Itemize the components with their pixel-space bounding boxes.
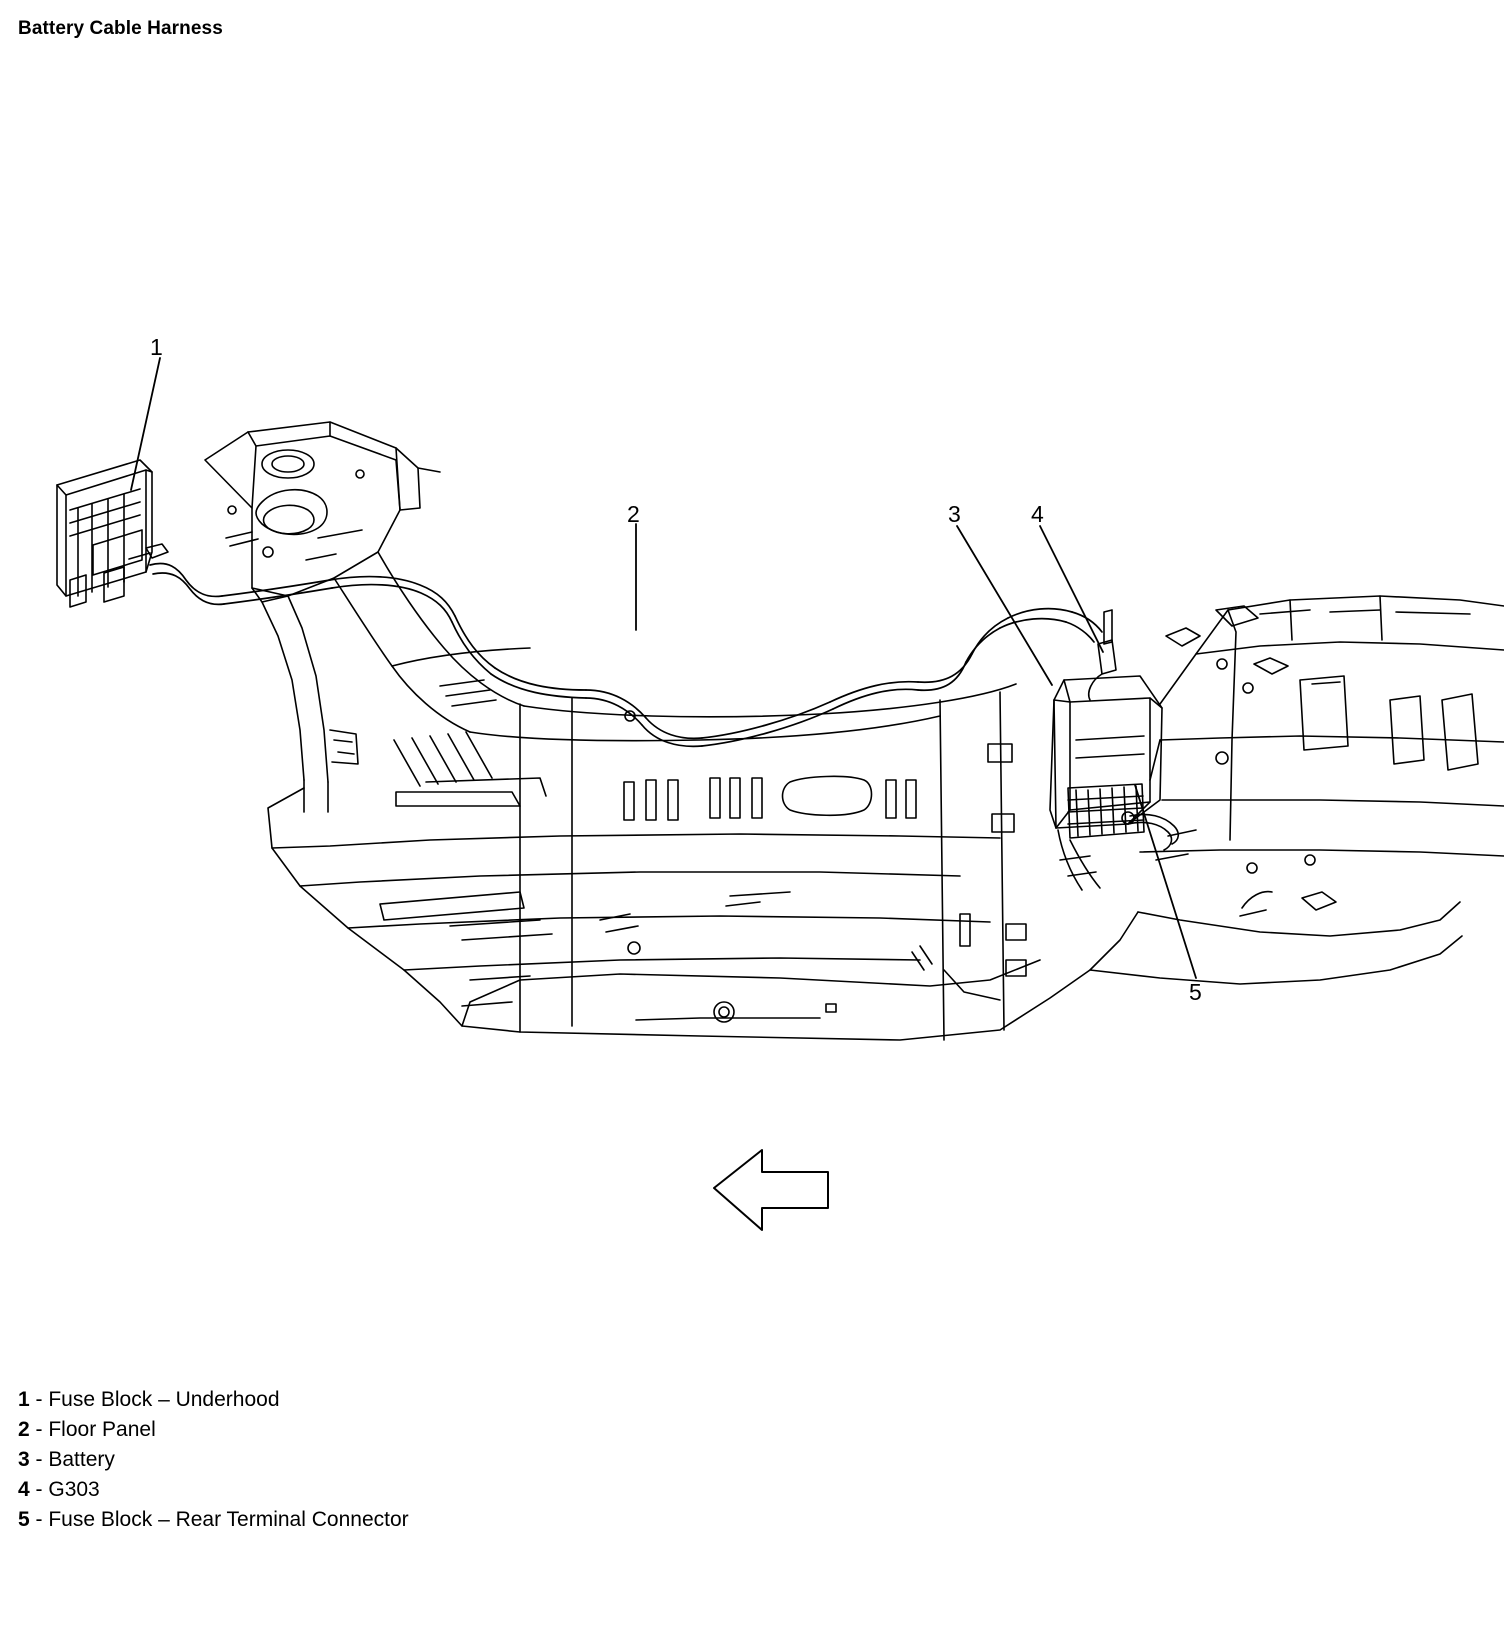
legend-item-5 bbox=[18, 1505, 409, 1535]
legend-label-5: Fuse Block – Rear Terminal Connector bbox=[48, 1508, 409, 1531]
legend-item-2 bbox=[18, 1415, 409, 1445]
legend-number-3: 3 bbox=[18, 1448, 30, 1471]
callout-label-4: 4 bbox=[1031, 501, 1044, 527]
direction-arrow bbox=[714, 1150, 828, 1230]
legend-separator-1: - bbox=[29, 1388, 49, 1411]
legend-separator-4: - bbox=[29, 1478, 49, 1501]
callout-label-5: 5 bbox=[1189, 979, 1202, 1005]
legend-number-5: 5 bbox=[18, 1508, 30, 1531]
legend-label-4: G303 bbox=[48, 1478, 100, 1501]
floor-panel bbox=[268, 648, 1138, 1040]
legend-label-2: Floor Panel bbox=[48, 1418, 156, 1441]
legend-label-1: Fuse Block – Underhood bbox=[48, 1388, 280, 1411]
page-title: Battery Cable Harness bbox=[18, 18, 223, 39]
legend-label-3: Battery bbox=[48, 1448, 115, 1471]
legend-number-1: 1 bbox=[18, 1388, 30, 1411]
leader-4 bbox=[1040, 526, 1103, 652]
legend-item-4 bbox=[18, 1475, 409, 1505]
legend-item-3 bbox=[18, 1445, 409, 1475]
callout-label-2: 2 bbox=[627, 501, 640, 527]
fuse-block-underhood bbox=[57, 460, 168, 607]
front-body-structure bbox=[205, 422, 440, 602]
callout-leaders bbox=[131, 358, 1196, 978]
legend-separator-2: - bbox=[29, 1418, 49, 1441]
callout-label-3: 3 bbox=[948, 501, 961, 527]
legend bbox=[18, 1385, 409, 1535]
legend-separator-5: - bbox=[29, 1508, 49, 1531]
legend-number-2: 2 bbox=[18, 1418, 30, 1441]
battery bbox=[1050, 610, 1162, 828]
callout-numbers bbox=[150, 334, 1202, 1005]
fuse-block-rear-terminal-connector bbox=[1068, 784, 1178, 850]
leader-3 bbox=[957, 526, 1052, 685]
floor-embossments bbox=[380, 680, 1026, 1022]
legend-number-4: 4 bbox=[18, 1478, 30, 1501]
legend-item-1 bbox=[18, 1385, 409, 1415]
callout-label-1: 1 bbox=[150, 334, 163, 360]
diagram-svg bbox=[0, 40, 1504, 1300]
battery-cable-harness-diagram bbox=[0, 40, 1504, 1300]
legend-separator-3: - bbox=[29, 1448, 49, 1471]
